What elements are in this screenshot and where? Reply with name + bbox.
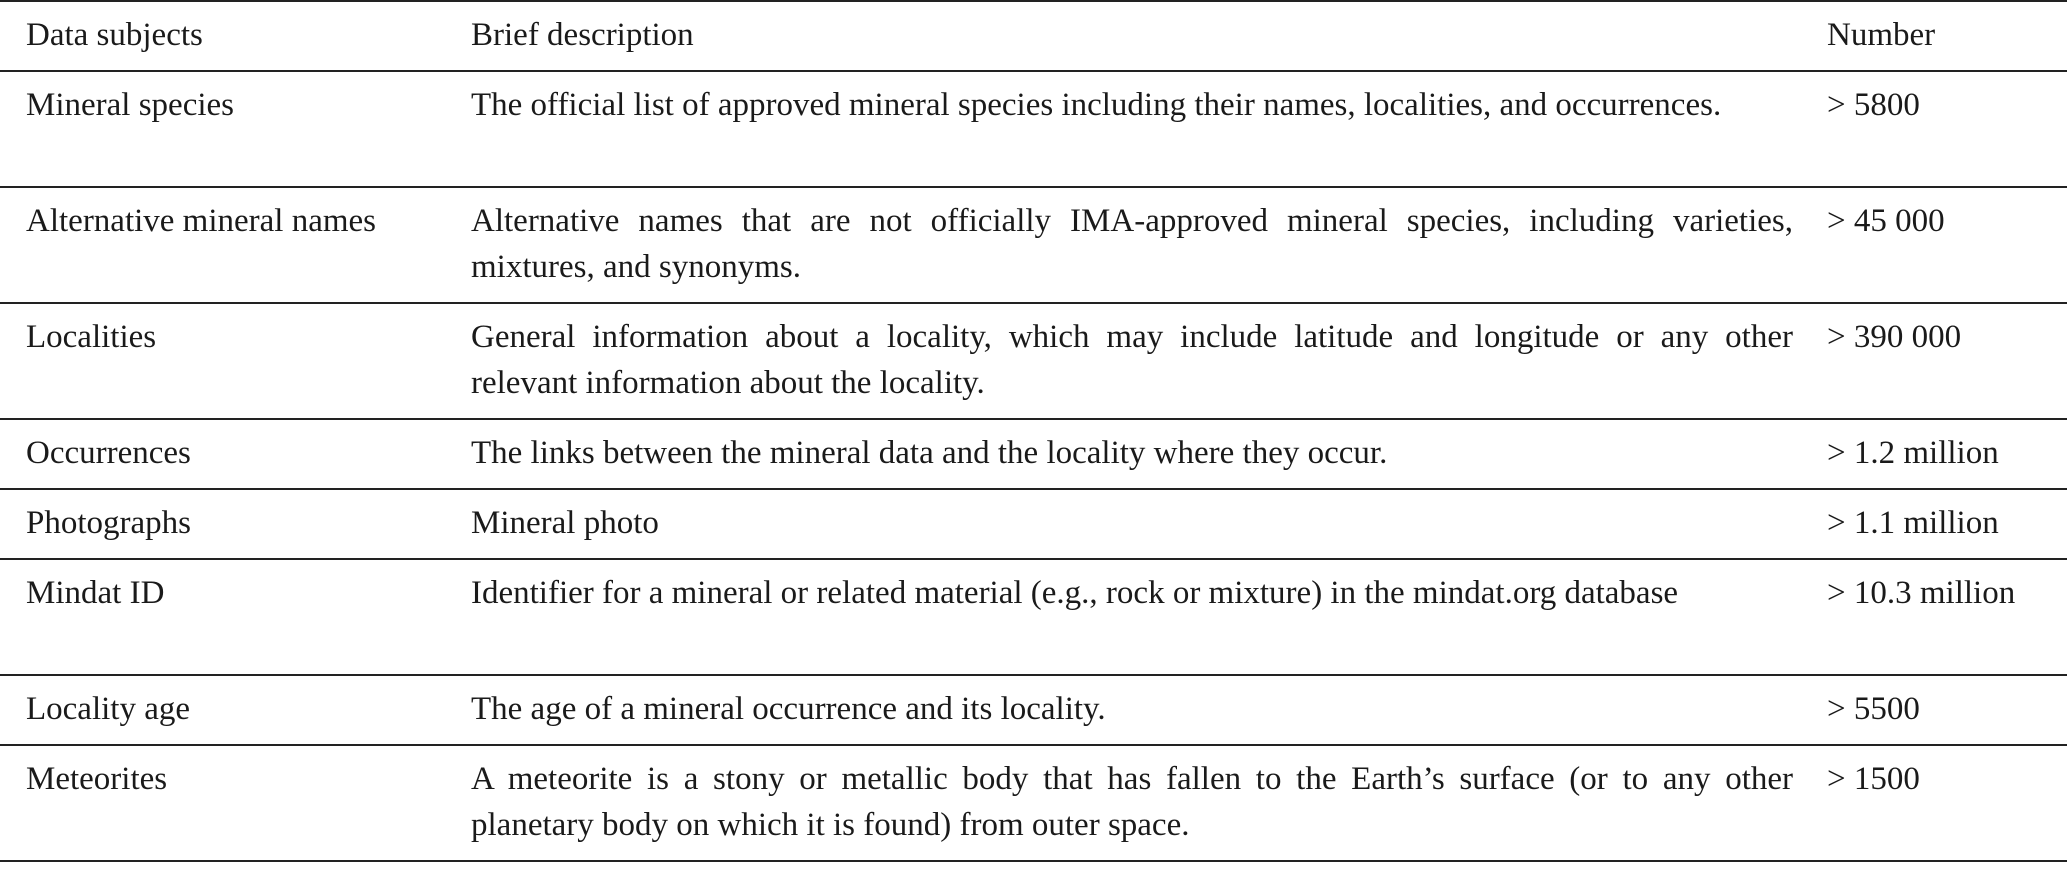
table-header [0, 1, 2067, 71]
row-subject: Locality age [26, 691, 191, 727]
row-subject: Mindat ID [26, 575, 165, 611]
row-description: The links between the mineral data and the locality where they occur. [471, 435, 1388, 471]
row-subject: Photographs [26, 505, 191, 541]
row-subject: Mineral species [26, 87, 235, 123]
row-description: Alternative names that are not officially IMA-approved mineral species, including varieties, mixtures, and synonyms. [471, 203, 1793, 285]
row-number: > 45 000 [1827, 203, 1945, 239]
row-subject: Alternative mineral names [26, 203, 377, 239]
row-number: > 1500 [1827, 761, 1920, 797]
table-row [0, 71, 2067, 187]
row-number: > 5500 [1827, 691, 1920, 727]
header-row [0, 1, 2067, 71]
row-subject: Localities [26, 319, 157, 355]
table-row [0, 187, 2067, 303]
row-description: General information about a locality, which may include latitude and longitude or any other relevant information about the locality. [471, 319, 1793, 401]
row-description: The official list of approved mineral species including their names, localities, and occurrences. [471, 87, 1722, 123]
row-number: > 1.2 million [1827, 435, 1999, 471]
table-row [0, 489, 2067, 559]
table-body [0, 71, 2067, 861]
row-description: The age of a mineral occurrence and its locality. [471, 691, 1106, 727]
row-description: Identifier for a mineral or related material (e.g., rock or mixture) in the mindat.org database [471, 575, 1679, 611]
row-number: > 10.3 million [1827, 575, 2016, 611]
row-subject: Meteorites [26, 761, 168, 797]
row-number: > 1.1 million [1827, 505, 1999, 541]
header-brief-description: Brief description [471, 17, 694, 53]
row-subject: Occurrences [26, 435, 191, 471]
row-number: > 390 000 [1827, 319, 1962, 355]
header-data-subjects: Data subjects [26, 17, 203, 53]
row-description: Mineral photo [471, 505, 659, 541]
table-row [0, 303, 2067, 419]
table-row [0, 675, 2067, 745]
table-row [0, 419, 2067, 489]
row-description: A meteorite is a stony or metallic body that has fallen to the Earth’s surface (or to any other planetary body on which it is found) from outer space. [471, 761, 1793, 843]
header-number: Number [1827, 17, 1936, 53]
table-row [0, 745, 2067, 861]
row-number: > 5800 [1827, 87, 1920, 123]
table-row [0, 559, 2067, 675]
